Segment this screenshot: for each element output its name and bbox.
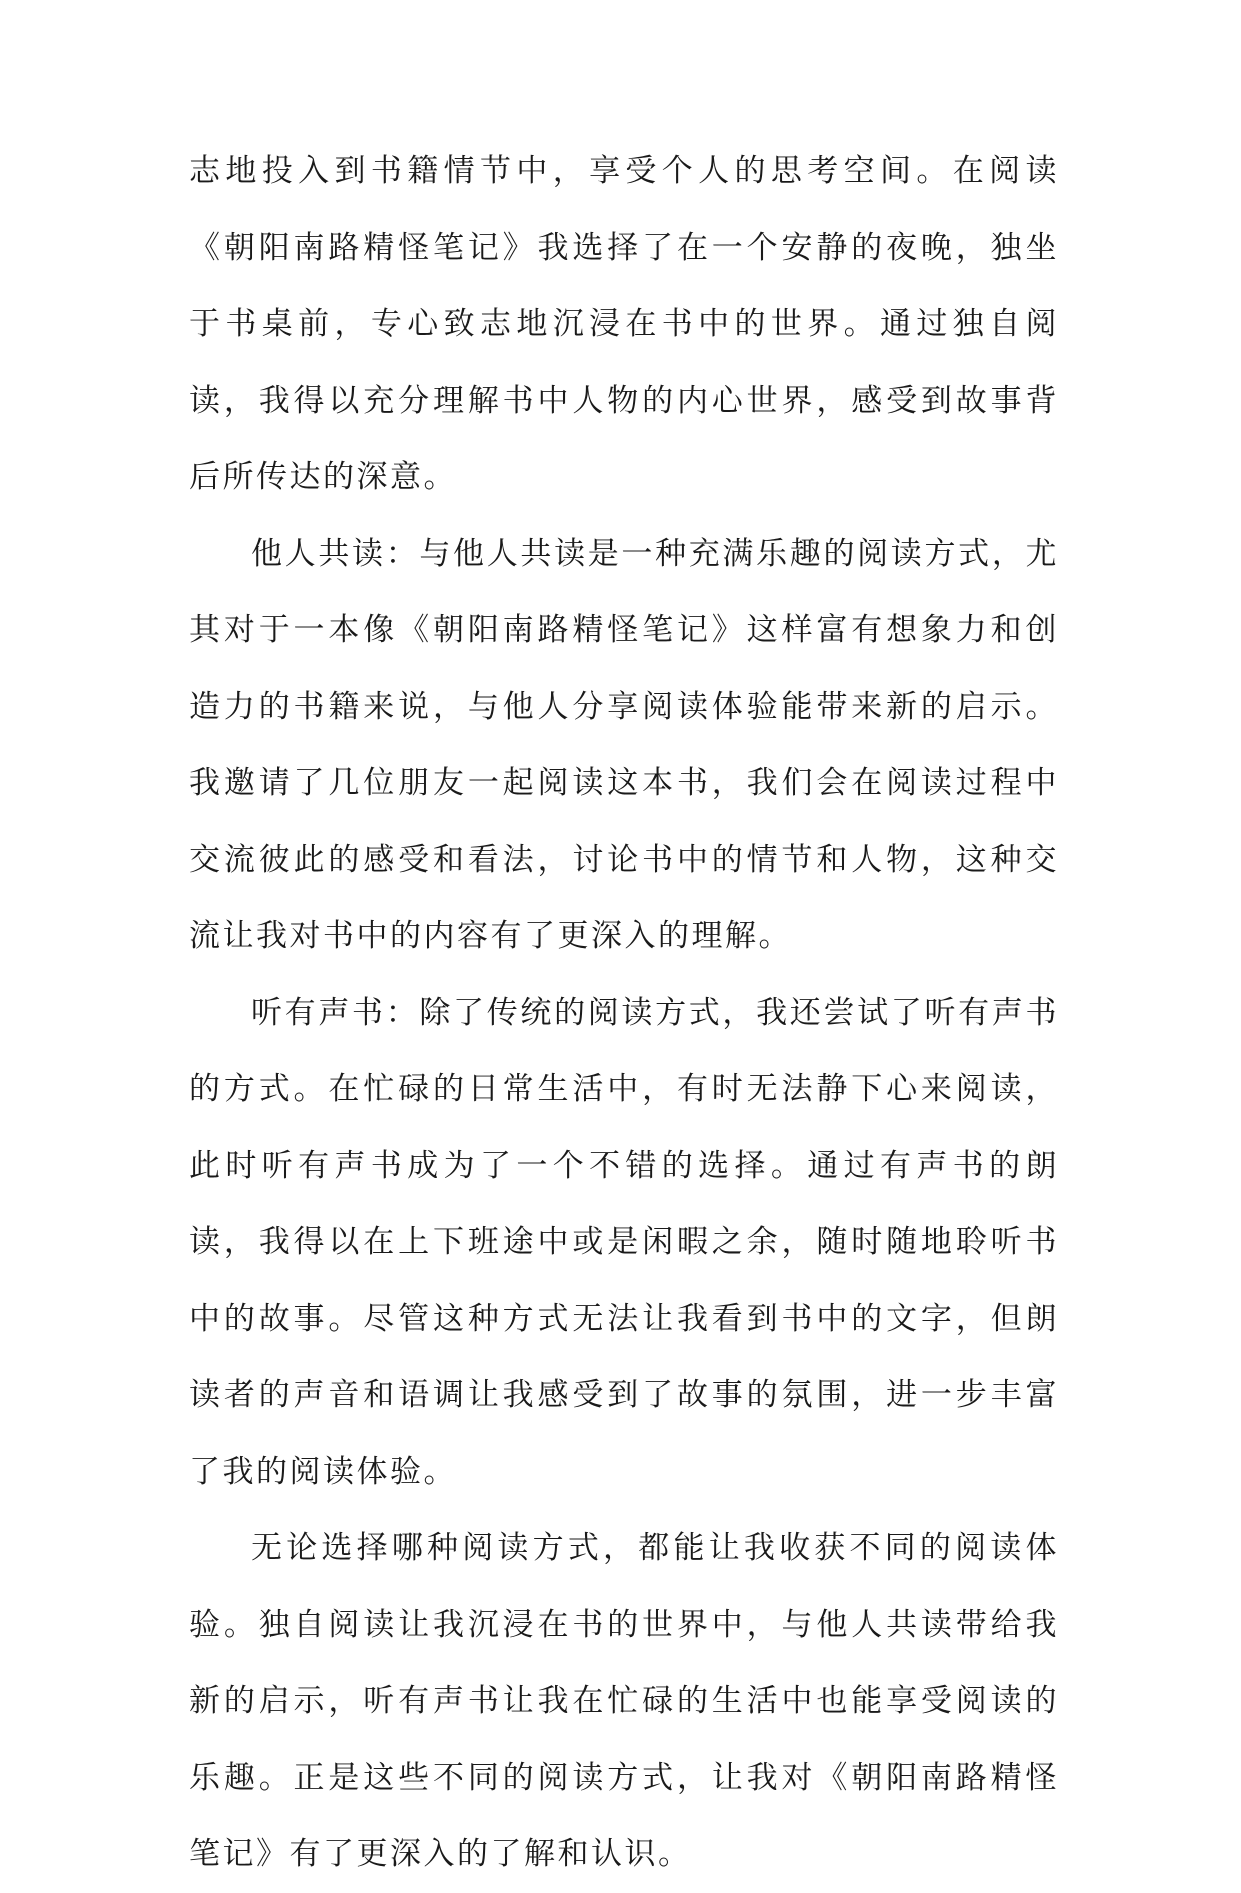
paragraph-audiobook: 听有声书：除了传统的阅读方式，我还尝试了听有声书的方式。在忙碌的日常生活中，有时无法静下心来阅读，此时听有声书成为了一个不错的选择。通过有声书的朗读，我得以在上下班途中或是闲暇之余，随时随地聆听书中的故事。尽管这种方式无法让我看到书中的文字，但朗读者的声音和语调让我感受到了故事的氛围，进一步丰富了我的阅读体验。 [189, 994, 1059, 1490]
body-text [189, 133, 1059, 1893]
paragraph-conclusion: 无论选择哪种阅读方式，都能让我收获不同的阅读体验。独自阅读让我沉浸在书的世界中，与他人共读带给我新的启示，听有声书让我在忙碌的生活中也能享受阅读的乐趣。正是这些不同的阅读方式，让我对《朝阳南路精怪笔记》有了更深入的了解和认识。 [189, 1530, 1059, 1872]
paragraph-solo-reading-continued: 志地投入到书籍情节中，享受个人的思考空间。在阅读《朝阳南路精怪笔记》我选择了在一个安静的夜晚，独坐于书桌前，专心致志地沉浸在书中的世界。通过独自阅读，我得以充分理解书中人物的内心世界，感受到故事背后所传达的深意。 [189, 153, 1059, 495]
paragraph-shared-reading: 他人共读：与他人共读是一种充满乐趣的阅读方式，尤其对于一本像《朝阳南路精怪笔记》这样富有想象力和创造力的书籍来说，与他人分享阅读体验能带来新的启示。我邀请了几位朋友一起阅读这本书，我们会在阅读过程中交流彼此的感受和看法，讨论书中的情节和人物，这种交流让我对书中的内容有了更深入的理解。 [189, 535, 1059, 954]
